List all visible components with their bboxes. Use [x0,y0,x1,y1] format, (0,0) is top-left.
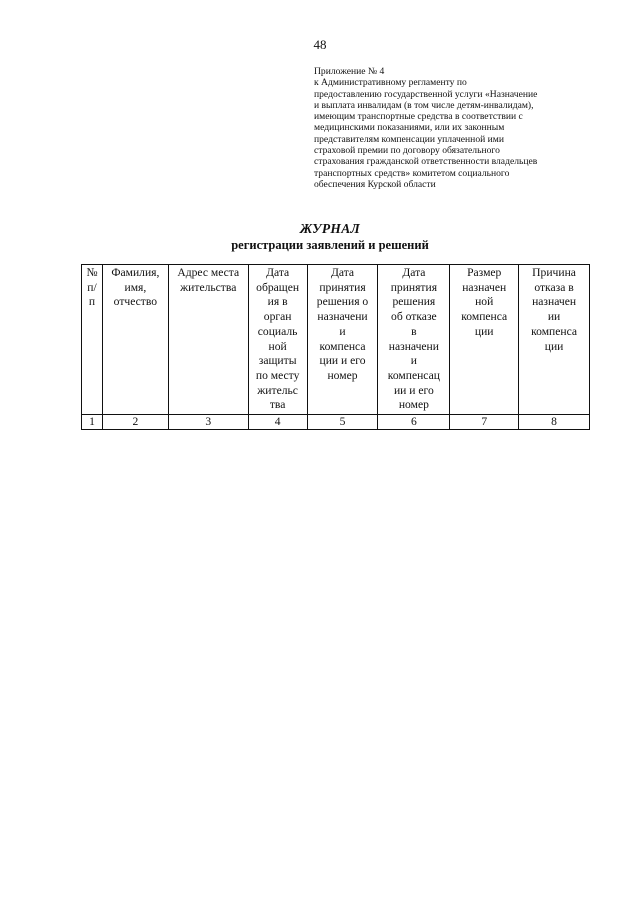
header-line: ции и его [319,354,366,368]
header-line: Дата [330,266,355,279]
header-line: имя, [124,280,147,294]
header-cell-address [168,265,248,415]
table-row [82,415,590,430]
column-number-cell: 8 [519,415,590,430]
journal-title: ЖУРНАЛ [299,221,361,236]
header-line: компенсац [387,368,440,382]
header-line: социаль [257,324,298,338]
header-line: компенса [319,339,366,353]
appendix-line: имеющим транспортные средства в соответствии с [314,111,523,123]
header-line: компенса [531,324,578,338]
header-line: Дата [402,266,426,279]
header-line: жительс [257,383,298,397]
header-cell-refusal-decision-date [378,265,450,415]
appendix-line: представителям компенсации уплаченной ими [314,133,504,145]
registration-table [81,264,590,430]
header-cell-full-name [102,265,168,415]
header-line: жительства [180,280,237,294]
header-cell-compensation-amount [450,265,519,415]
header-line: назначени [317,310,368,324]
appendix-line: обеспечения Курской области [314,178,436,190]
header-line: принятия [319,280,366,294]
header-line: ия в [267,295,288,309]
appendix-line: к Административному регламенту по [314,77,467,89]
column-number-cell: 3 [168,415,248,430]
page-number: 48 [313,37,327,52]
header-line: Адрес места [177,266,240,279]
header-line: тва [269,398,286,412]
header-line: компенса [461,310,508,324]
appendix-line: транспортных средств» комитетом социального [314,167,510,179]
appendix-line: медицинскими показаниями, или их законным [314,122,505,134]
header-line: номер [398,398,429,412]
appendix-line: страховой премии по договору обязательного [314,145,500,157]
header-line: ной [475,295,494,309]
header-line: и [410,354,417,368]
header-line: п [88,295,96,309]
header-line: ной [268,339,287,353]
header-line: по месту [255,368,300,382]
header-line: принятия [390,280,438,294]
header-line: п/ [87,280,97,294]
column-number-cell: 5 [307,415,378,430]
header-line: отказа в [534,280,574,294]
header-line: ции [474,324,494,338]
header-line: ции [544,339,564,353]
header-line: обращен [256,280,300,294]
table-header-row [82,265,590,415]
header-line: номер [327,368,358,382]
header-cell-refusal-reason [519,265,590,415]
header-line: ии [547,310,561,324]
appendix-note [314,66,584,190]
journal-subtitle: регистрации заявлений и решений [231,238,429,252]
header-line: и [339,324,346,338]
header-line: защиты [258,354,297,368]
header-line: ии и его [393,383,434,397]
header-line: Причина [532,266,576,279]
header-line: назначен [462,280,507,294]
header-line: назначен [532,295,577,309]
appendix-line: страхования гражданской ответственности владельцев [314,156,538,168]
header-line: Фамилия, [111,266,160,279]
header-line: № [86,266,98,279]
header-line: орган [263,310,292,324]
header-line: Размер [467,266,502,279]
header-line: Дата [266,266,290,279]
column-number-cell: 6 [378,415,450,430]
column-number-cell: 4 [248,415,307,430]
appendix-line: и выплата инвалидам (в том числе детям-инвалидам), [314,99,534,111]
header-cell-grant-decision-date [307,265,378,415]
header-line: в [411,324,417,338]
header-line: решения [392,295,436,309]
column-number-cell: 1 [82,415,103,430]
header-cell-application-date [248,265,307,415]
appendix-line: предоставлению государственной услуги «Назначение [314,88,538,100]
column-number-cell: 2 [102,415,168,430]
column-number-cell: 7 [450,415,519,430]
header-line: назначени [388,339,439,353]
appendix-line: Приложение № 4 [314,66,385,77]
header-line: решения о [316,295,369,309]
header-line: об отказе [391,310,437,324]
header-cell-number [82,265,103,415]
header-line: отчество [113,295,158,309]
